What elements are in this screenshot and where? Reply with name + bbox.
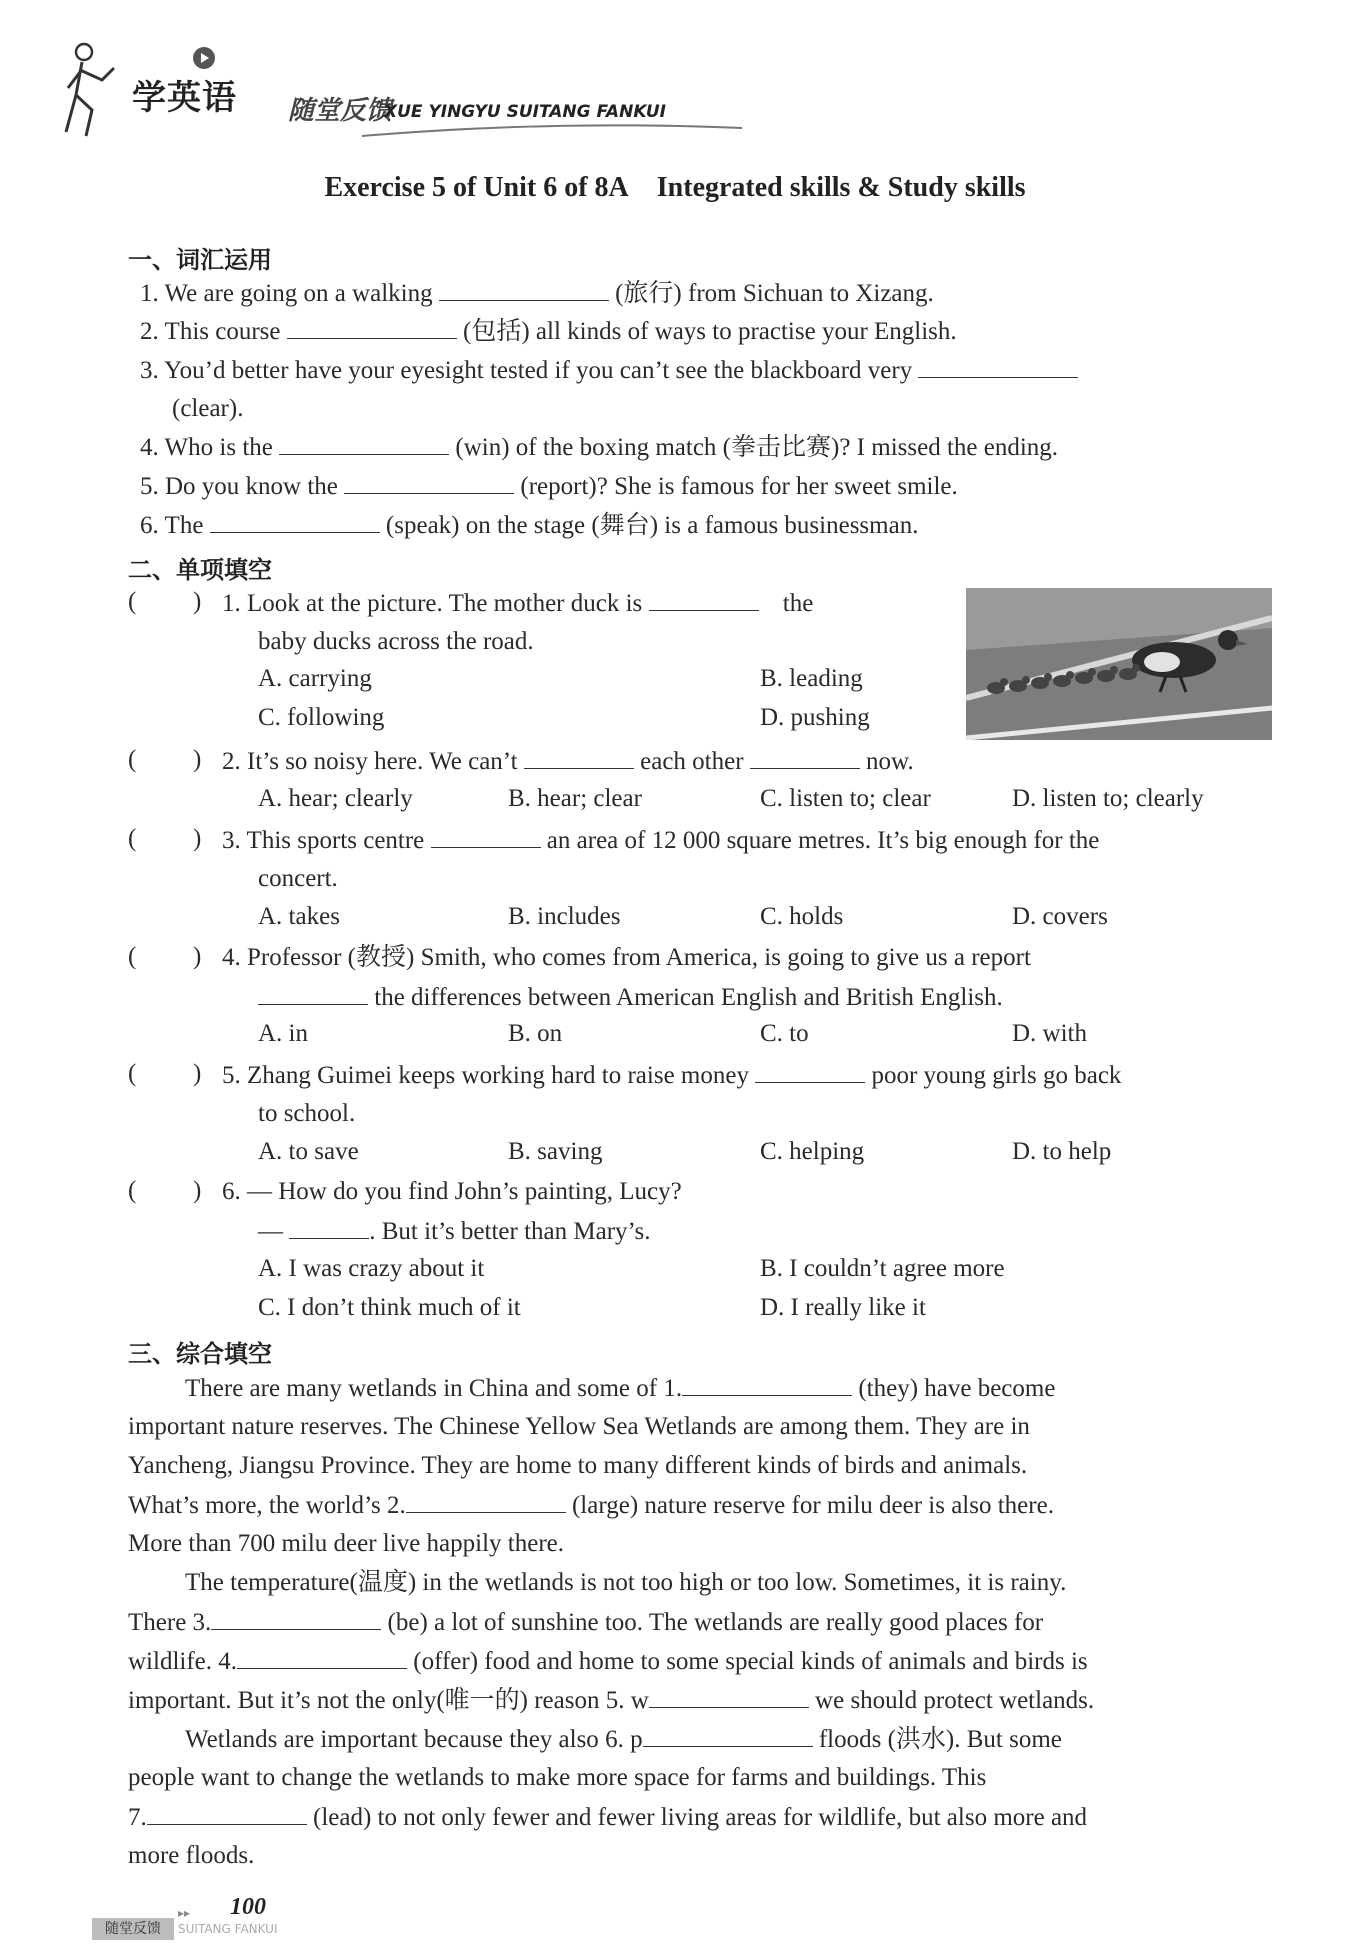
answer-blank[interactable]: [237, 1646, 407, 1669]
cloze-line: wildlife. 4. (offer) food and home to some special kinds of animals and birds is: [128, 1648, 1088, 1675]
answer-blank[interactable]: [918, 355, 1078, 378]
answer-bracket[interactable]: ( ): [128, 1060, 202, 1087]
cloze-line: important. But it’s not the only(唯一的) reason 5. w we should protect wetlands.: [128, 1687, 1095, 1714]
answer-blank[interactable]: [649, 1685, 809, 1708]
option-b[interactable]: B. hear; clear: [508, 785, 642, 812]
cloze-line: people want to change the wetlands to make more space for farms and buildings. This: [128, 1764, 987, 1791]
option-b[interactable]: B. includes: [508, 903, 621, 930]
duck-family-photo: [966, 588, 1272, 740]
mc-question-4: 4. Professor (教授) Smith, who comes from America, is going to give us a report: [222, 944, 1031, 971]
section-heading-vocabulary: 一、词汇运用: [128, 246, 272, 274]
cloze-line: There 3. (be) a lot of sunshine too. The wetlands are really good places for: [128, 1609, 1044, 1636]
cloze-line: Yancheng, Jiangsu Province. They are home to many different kinds of birds and animals.: [128, 1452, 1028, 1479]
answer-blank[interactable]: [210, 510, 380, 533]
answer-blank[interactable]: [258, 982, 368, 1005]
answer-blank[interactable]: [439, 278, 609, 301]
brand-title-cn: 学英语: [132, 78, 237, 118]
footer-tag: [92, 1918, 302, 1940]
mc-question-4-cont: the differences between American English and British English.: [258, 982, 1003, 1013]
cloze-line: 7. (lead) to not only fewer and fewer living areas for wildlife, but also more and: [128, 1804, 1088, 1831]
footer-tag-cn: 随堂反馈: [92, 1918, 174, 1940]
answer-blank[interactable]: [344, 471, 514, 494]
answer-blank[interactable]: [287, 316, 457, 339]
answer-bracket[interactable]: ( ): [128, 943, 202, 970]
option-c[interactable]: C. helping: [760, 1138, 865, 1165]
answer-bracket[interactable]: ( ): [128, 825, 202, 852]
option-b[interactable]: B. on: [508, 1020, 563, 1047]
answer-blank[interactable]: [682, 1373, 852, 1396]
vocab-question-1: 1. We are going on a walking (旅行) from Sichuan to Xizang.: [140, 280, 934, 307]
answer-blank[interactable]: [211, 1607, 381, 1630]
answer-blank[interactable]: [431, 825, 541, 848]
vocab-question-4: 4. Who is the (win) of the boxing match (拳击比赛)? I missed the ending.: [140, 434, 1059, 461]
option-c[interactable]: C. I don’t think much of it: [258, 1294, 521, 1321]
exercise-title: [0, 172, 1350, 204]
option-a[interactable]: A. in: [258, 1020, 308, 1047]
mc-question-2: 2. It’s so noisy here. We can’t each other now.: [222, 748, 914, 775]
option-a[interactable]: A. hear; clearly: [258, 785, 413, 812]
option-d[interactable]: D. listen to; clearly: [1012, 785, 1204, 812]
cloze-line: The temperature(温度) in the wetlands is not too high or too low. Sometimes, it is rainy.: [185, 1569, 1067, 1596]
header-banner: [62, 40, 682, 150]
mc-question-1-cont: baby ducks across the road.: [258, 628, 534, 655]
page-number: 100: [230, 1894, 266, 1920]
exercise-title-unit: Exercise 5 of Unit 6 of 8A: [324, 172, 629, 203]
mc-question-6: 6. — How do you find John’s painting, Lucy?: [222, 1178, 682, 1205]
mc-question-1: 1. Look at the picture. The mother duck is the: [222, 590, 814, 617]
cloze-line: important nature reserves. The Chinese Yellow Sea Wetlands are among them. They are in: [128, 1413, 1030, 1440]
play-icon: [192, 46, 216, 70]
section-heading-multiple-choice: 二、单项填空: [128, 556, 272, 584]
mc-question-5-cont: to school.: [258, 1100, 356, 1127]
option-a[interactable]: A. takes: [258, 903, 340, 930]
cloze-line: What’s more, the world’s 2. (large) nature reserve for milu deer is also there.: [128, 1492, 1054, 1519]
mc-question-6-cont: — . But it’s better than Mary’s.: [258, 1218, 651, 1245]
answer-blank[interactable]: [649, 588, 759, 611]
answer-blank[interactable]: [279, 432, 449, 455]
answer-blank[interactable]: [289, 1216, 369, 1239]
mc-question-3: 3. This sports centre an area of 12 000 square metres. It’s big enough for the: [222, 827, 1100, 854]
answer-bracket[interactable]: ( ): [128, 588, 202, 615]
vocab-question-5: 5. Do you know the (report)? She is famous for her sweet smile.: [140, 473, 958, 500]
option-d[interactable]: D. with: [1012, 1020, 1087, 1047]
answer-blank[interactable]: [147, 1802, 307, 1825]
cloze-line: more floods.: [128, 1842, 255, 1869]
option-c[interactable]: C. following: [258, 704, 385, 731]
cloze-line: There are many wetlands in China and some of 1. (they) have become: [185, 1375, 1056, 1402]
section-heading-cloze: 三、综合填空: [128, 1340, 272, 1368]
answer-blank[interactable]: [643, 1724, 813, 1747]
brand-subtitle-cn: 随堂反馈: [288, 96, 393, 126]
option-d[interactable]: D. I really like it: [760, 1294, 926, 1321]
double-chevron-icon: ▸▸: [178, 1906, 191, 1920]
vocab-question-6: 6. The (speak) on the stage (舞台) is a famous businessman.: [140, 512, 919, 539]
option-c[interactable]: C. holds: [760, 903, 844, 930]
option-c[interactable]: C. listen to; clear: [760, 785, 931, 812]
answer-bracket[interactable]: ( ): [128, 746, 202, 773]
option-d[interactable]: D. to help: [1012, 1138, 1112, 1165]
mc-question-5: 5. Zhang Guimei keeps working hard to raise money poor young girls go back: [222, 1062, 1122, 1089]
option-a[interactable]: A. to save: [258, 1138, 359, 1165]
brand-subtitle-en: XUE YINGYU SUITANG FANKUI: [384, 102, 667, 122]
cloze-line: More than 700 milu deer live happily there.: [128, 1530, 564, 1557]
answer-blank[interactable]: [406, 1490, 566, 1513]
option-b[interactable]: B. saving: [508, 1138, 603, 1165]
cloze-line: Wetlands are important because they also 6. p floods (洪水). But some: [185, 1726, 1062, 1753]
option-a[interactable]: A. I was crazy about it: [258, 1255, 485, 1282]
option-b[interactable]: B. I couldn’t agree more: [760, 1255, 1005, 1282]
option-d[interactable]: D. covers: [1012, 903, 1108, 930]
option-c[interactable]: C. to: [760, 1020, 809, 1047]
answer-bracket[interactable]: ( ): [128, 1177, 202, 1204]
mc-question-3-cont: concert.: [258, 865, 338, 892]
footer-tag-en: SUITANG FANKUI: [178, 1922, 278, 1936]
answer-blank[interactable]: [750, 746, 860, 769]
option-d[interactable]: D. pushing: [760, 704, 870, 731]
exercise-title-topic: Integrated skills & Study skills: [656, 172, 1026, 203]
header-swoosh: [362, 122, 742, 142]
answer-blank[interactable]: [755, 1060, 865, 1083]
vocab-question-3-cont: (clear).: [172, 395, 244, 422]
vocab-question-3: 3. You’d better have your eyesight tested if you can’t see the blackboard very: [140, 355, 1078, 386]
option-a[interactable]: A. carrying: [258, 665, 372, 692]
vocab-question-2: 2. This course (包括) all kinds of ways to practise your English.: [140, 318, 957, 345]
option-b[interactable]: B. leading: [760, 665, 863, 692]
answer-blank[interactable]: [524, 746, 634, 769]
